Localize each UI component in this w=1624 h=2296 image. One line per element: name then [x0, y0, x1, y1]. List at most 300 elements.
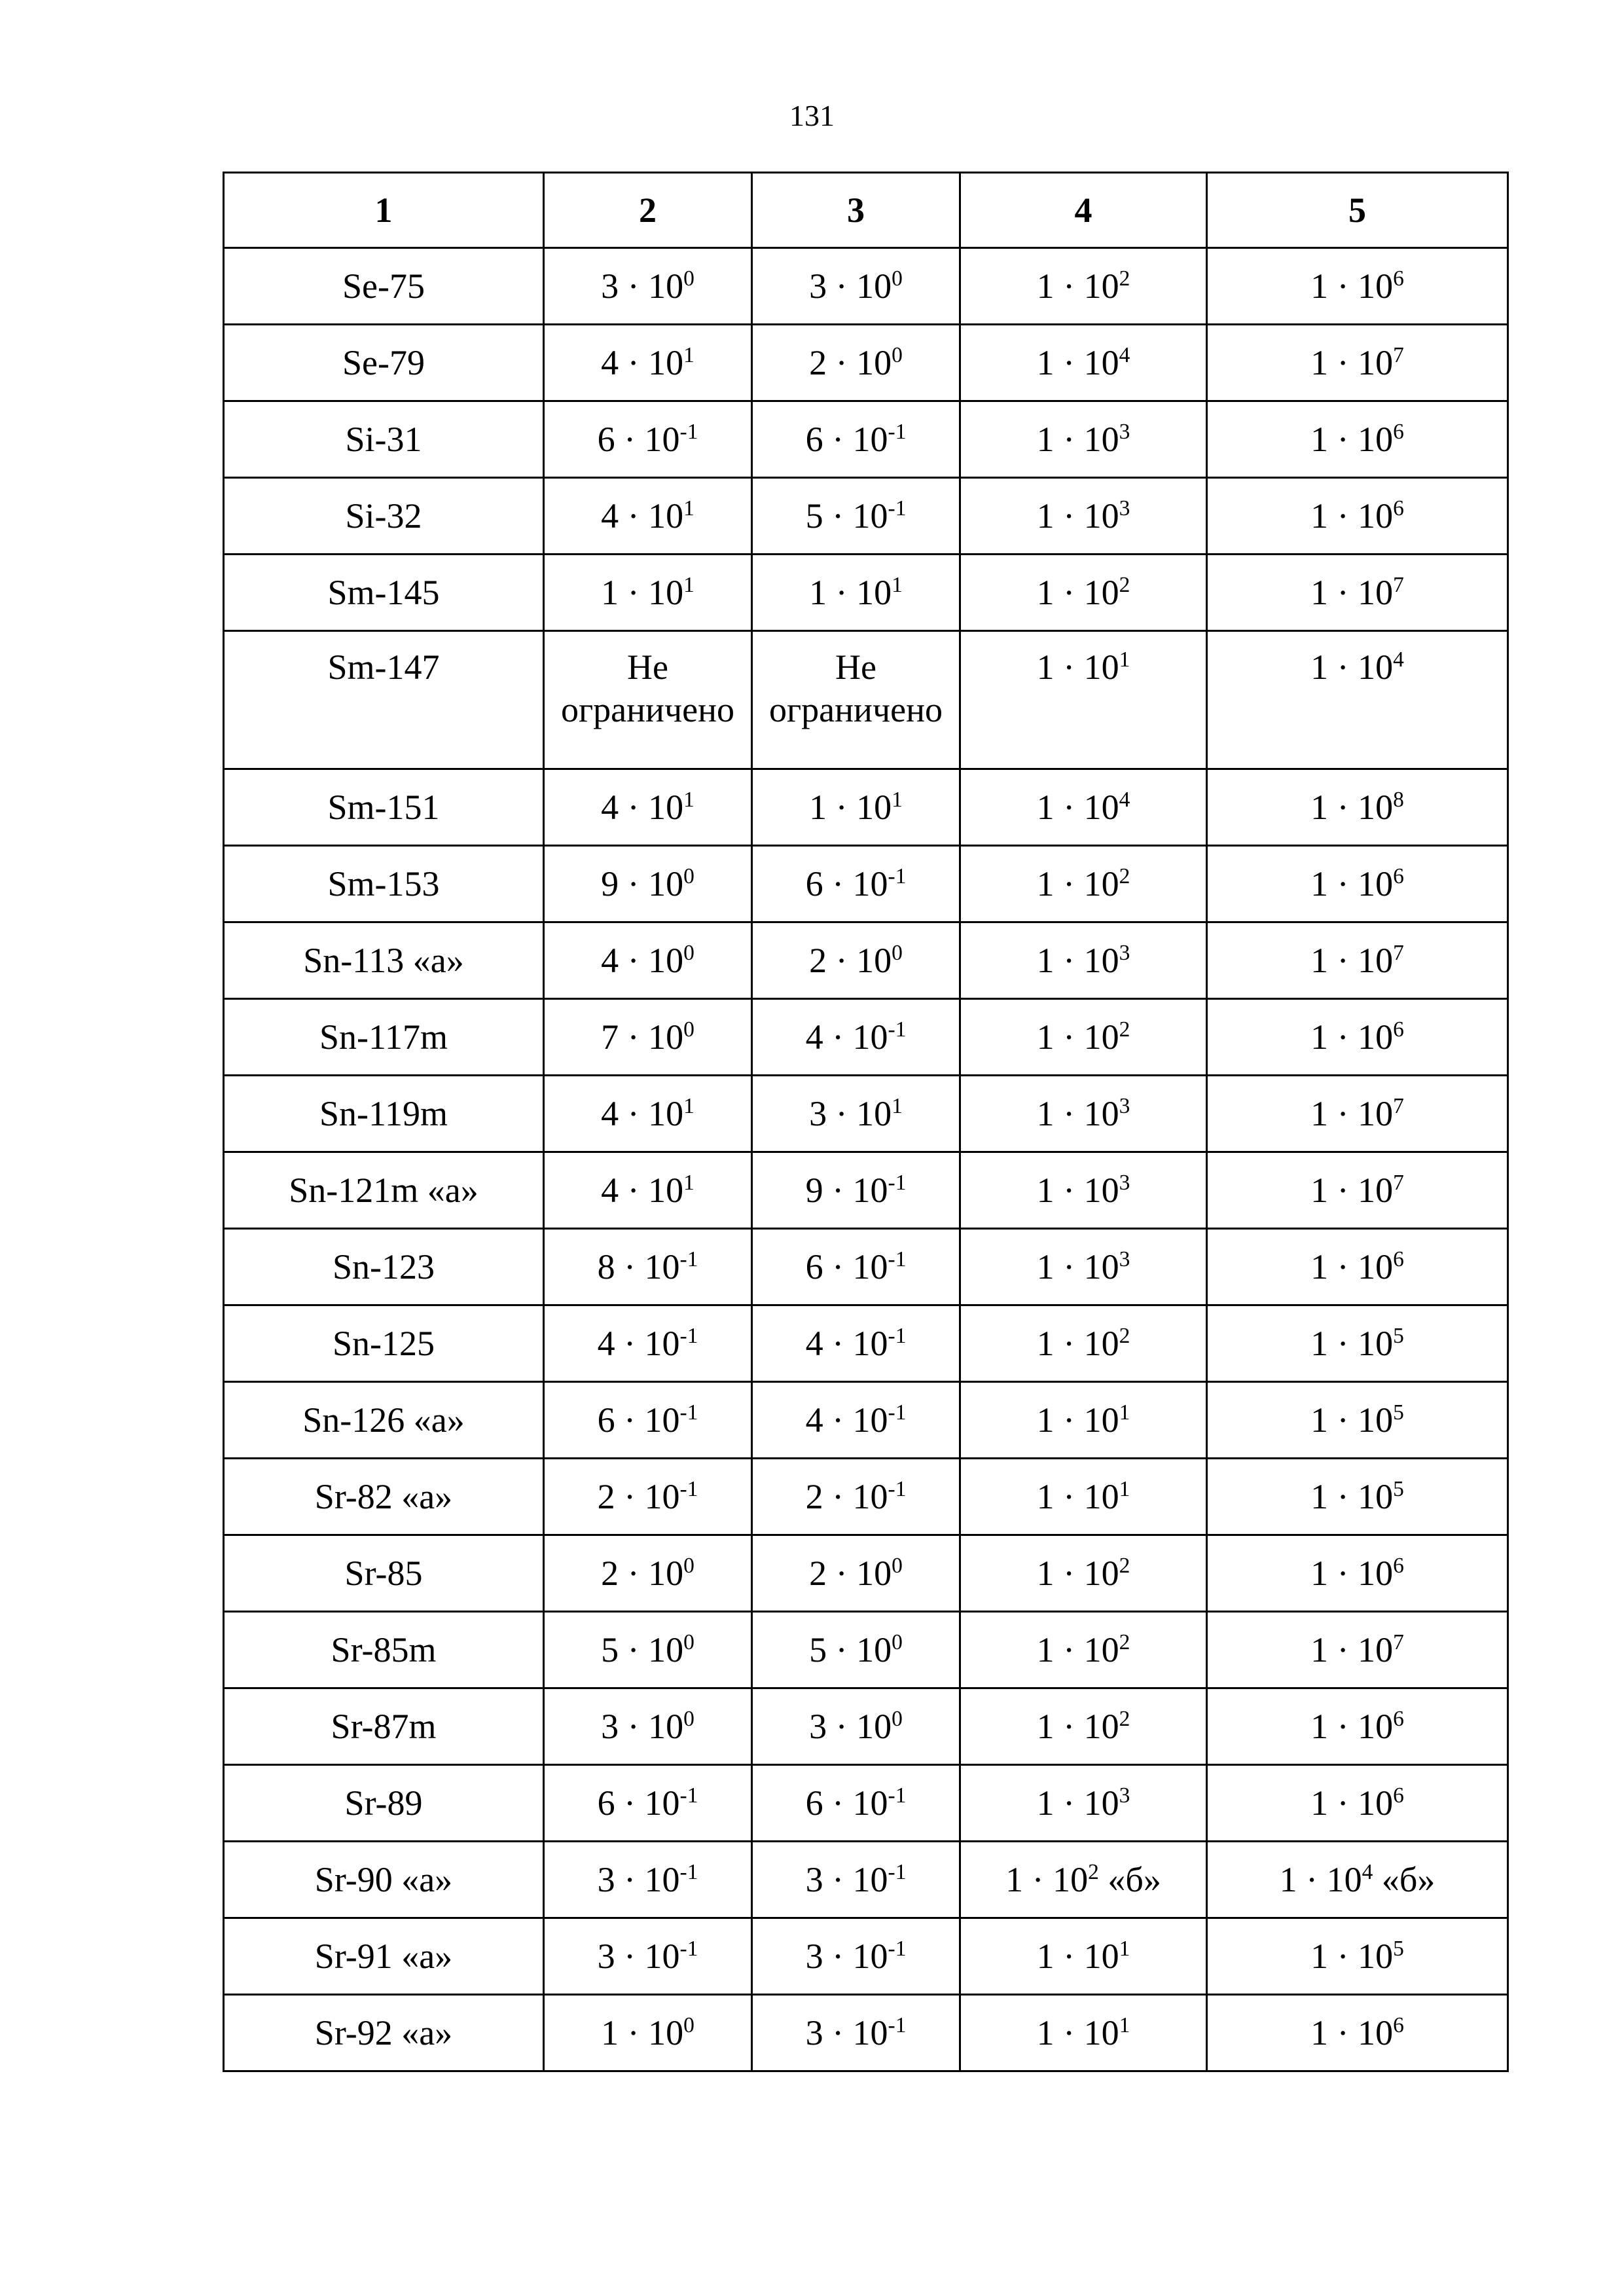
mantissa: 6	[805, 864, 823, 903]
exponent: -1	[679, 1936, 698, 1961]
table-row	[224, 769, 1508, 846]
nuclide-cell: Sm-147	[224, 631, 544, 769]
value-cell-c5: $1 \cdot 10^6$	[1207, 1535, 1508, 1612]
exponent: 4	[1119, 787, 1130, 812]
mantissa: 6	[597, 419, 615, 459]
exponent: -1	[888, 1476, 907, 1501]
exponent: 8	[1393, 787, 1404, 812]
exponent: 7	[1393, 1170, 1404, 1195]
exponent: -1	[679, 1247, 698, 1271]
value-cell-c4: $1 \cdot 10^2$	[960, 1688, 1207, 1765]
table-row	[224, 248, 1508, 325]
exponent: -1	[888, 1170, 907, 1195]
exponent: 6	[1393, 1247, 1404, 1271]
exponent: -1	[679, 1323, 698, 1348]
exponent: 0	[683, 2013, 695, 2037]
exponent: 2	[1119, 266, 1130, 291]
value-cell-c5: $1 \cdot 10^5$	[1207, 1918, 1508, 1995]
exponent: 2	[1119, 1017, 1130, 1042]
value-cell-c5: $1 \cdot 10^7$	[1207, 1152, 1508, 1229]
mantissa: 3	[601, 266, 619, 306]
value-cell-c5: $1 \cdot 10^5$	[1207, 1459, 1508, 1535]
exponent: 0	[683, 940, 695, 965]
nuclide-cell: Sn-117m	[224, 999, 544, 1076]
exponent: -1	[888, 1859, 907, 1884]
value-cell-c3: $1 \cdot 10^1$	[752, 555, 960, 631]
nuclide-cell: Se-75	[224, 248, 544, 325]
exponent: -1	[888, 1247, 907, 1271]
mantissa: 5	[809, 1630, 827, 1669]
value-cell-c5: $1 \cdot 10^8$	[1207, 769, 1508, 846]
value-cell-c2: $5 \cdot 10^0$	[544, 1612, 752, 1688]
exponent: 6	[1393, 419, 1404, 444]
value-cell-c3: $6 \cdot 10^{-1}$	[752, 1229, 960, 1305]
table-row	[224, 1535, 1508, 1612]
table-row	[224, 1459, 1508, 1535]
mantissa: 1	[1036, 1936, 1055, 1976]
header-col-3: 3	[752, 173, 960, 248]
exponent: 0	[892, 342, 903, 367]
mantissa: 1	[1036, 1093, 1055, 1133]
exponent: 3	[1119, 1170, 1130, 1195]
value-cell-c4: $1 \cdot 10^3$	[960, 1152, 1207, 1229]
exponent: 2	[1119, 1323, 1130, 1348]
value-cell-c5: $1 \cdot 10^7$	[1207, 1076, 1508, 1152]
value-cell-c2: $6 \cdot 10^{-1}$	[544, 1382, 752, 1459]
table-row	[224, 1305, 1508, 1382]
mantissa: 1	[1310, 1553, 1329, 1593]
exponent: 7	[1393, 1630, 1404, 1654]
mantissa: 2	[597, 1476, 615, 1516]
data-table	[223, 172, 1509, 2072]
page-number: 131	[789, 99, 835, 132]
mantissa: 3	[597, 1859, 615, 1899]
exponent: 4	[1393, 647, 1404, 672]
mantissa: 9	[601, 864, 619, 903]
mantissa: 2	[809, 342, 827, 382]
header-col-5: 5	[1207, 173, 1508, 248]
mantissa: 3	[805, 1859, 823, 1899]
mantissa: 1	[1036, 1017, 1055, 1057]
mantissa: 1	[1310, 1017, 1329, 1057]
exponent: 6	[1393, 864, 1404, 888]
header-col-1: 1	[224, 173, 544, 248]
value-cell-c4: $1 \cdot 10^2$	[960, 555, 1207, 631]
value-cell-c5: $1 \cdot 10^6$	[1207, 1765, 1508, 1842]
table-row	[224, 1995, 1508, 2071]
exponent: 7	[1393, 572, 1404, 597]
exponent: 0	[892, 266, 903, 291]
mantissa: 1	[1036, 419, 1055, 459]
exponent: 0	[892, 1706, 903, 1731]
exponent: 1	[683, 496, 695, 520]
value-cell-c2: $3 \cdot 10^0$	[544, 1688, 752, 1765]
exponent: 5	[1393, 1400, 1404, 1425]
mantissa: 6	[805, 419, 823, 459]
value-cell-c4: $1 \cdot 10^2$	[960, 1305, 1207, 1382]
mantissa: 1	[1036, 1247, 1055, 1286]
exponent: -1	[888, 1400, 907, 1425]
mantissa: 1	[601, 572, 619, 612]
mantissa: 1	[1036, 572, 1055, 612]
table-row	[224, 1918, 1508, 1995]
mantissa: 4	[601, 1093, 619, 1133]
value-cell-c5: $1 \cdot 10^6$	[1207, 1995, 1508, 2071]
exponent: 0	[683, 1017, 695, 1042]
mantissa: 1	[1310, 419, 1329, 459]
value-cell-c4: $1 \cdot 10^3$	[960, 1229, 1207, 1305]
suffix-note: «б»	[1108, 1859, 1161, 1899]
exponent: -1	[888, 864, 907, 888]
value-cell-c3: $6 \cdot 10^{-1}$	[752, 401, 960, 478]
value-cell-c4: $1 \cdot 10^1$	[960, 1918, 1207, 1995]
exponent: 2	[1119, 1630, 1130, 1654]
value-cell-c3: $2 \cdot 10^0$	[752, 1535, 960, 1612]
mantissa: 1	[1310, 1630, 1329, 1669]
value-cell-c2: $7 \cdot 10^0$	[544, 999, 752, 1076]
value-cell-c3: $3 \cdot 10^{-1}$	[752, 1995, 960, 2071]
exponent: -1	[888, 1323, 907, 1348]
value-cell-c3: $6 \cdot 10^{-1}$	[752, 1765, 960, 1842]
mantissa: 1	[1310, 1706, 1329, 1746]
table-row	[224, 1688, 1508, 1765]
mantissa: 1	[1310, 1170, 1329, 1210]
value-cell-c4: $1 \cdot 10^3$	[960, 478, 1207, 555]
mantissa: 1	[1036, 1553, 1055, 1593]
header-col-2: 2	[544, 173, 752, 248]
exponent: 7	[1393, 940, 1404, 965]
nuclide-cell: Sm-151	[224, 769, 544, 846]
mantissa: 1	[1279, 1859, 1297, 1899]
exponent: 7	[1393, 1093, 1404, 1118]
exponent: -1	[888, 1783, 907, 1808]
exponent: 6	[1393, 496, 1404, 520]
value-cell-c3: $3 \cdot 10^{-1}$	[752, 1918, 960, 1995]
nuclide-cell: Sr-85m	[224, 1612, 544, 1688]
exponent: 1	[683, 342, 695, 367]
exponent: 3	[1119, 940, 1130, 965]
mantissa: 1	[1310, 342, 1329, 382]
value-cell-c3: $2 \cdot 10^0$	[752, 922, 960, 999]
value-cell-c5: $1 \cdot 10^6$	[1207, 401, 1508, 478]
exponent: 1	[1119, 1936, 1130, 1961]
exponent: 3	[1119, 496, 1130, 520]
value-cell-c4: $1 \cdot 10^4$	[960, 325, 1207, 401]
header-col-4: 4	[960, 173, 1207, 248]
table-row	[224, 401, 1508, 478]
mantissa: 6	[597, 1783, 615, 1823]
exponent: 4	[1119, 342, 1130, 367]
nuclide-cell: Sr-87m	[224, 1688, 544, 1765]
mantissa: 2	[809, 1553, 827, 1593]
nuclide-cell: Sr-92 «a»	[224, 1995, 544, 2071]
exponent: 6	[1393, 2013, 1404, 2037]
mantissa: 3	[809, 1706, 827, 1746]
nuclide-cell: Sn-113 «a»	[224, 922, 544, 999]
exponent: 0	[892, 1630, 903, 1654]
exponent: 6	[1393, 1706, 1404, 1731]
value-cell-c4: $1 \cdot 10^3$	[960, 1765, 1207, 1842]
table-row	[224, 631, 1508, 769]
value-cell-c5: $1 \cdot 10^7$	[1207, 922, 1508, 999]
mantissa: 6	[805, 1783, 823, 1823]
exponent: -1	[679, 1783, 698, 1808]
value-cell-c5: $1 \cdot 10^7$	[1207, 555, 1508, 631]
mantissa: 1	[1310, 266, 1329, 306]
mantissa: 4	[601, 940, 619, 980]
exponent: 6	[1393, 1553, 1404, 1578]
mantissa: 4	[805, 1323, 823, 1363]
exponent: 0	[683, 864, 695, 888]
exponent: -1	[679, 419, 698, 444]
mantissa: 1	[1036, 2013, 1055, 2052]
nuclide-cell: Si-32	[224, 478, 544, 555]
exponent: 1	[892, 787, 903, 812]
value-cell-c3: $3 \cdot 10^1$	[752, 1076, 960, 1152]
mantissa: 1	[1036, 864, 1055, 903]
mantissa: 1	[1310, 1323, 1329, 1363]
mantissa: 3	[809, 1093, 827, 1133]
value-cell-c4: $1 \cdot 10^1$	[960, 1995, 1207, 2071]
table-row	[224, 1765, 1508, 1842]
exponent: 1	[1119, 2013, 1130, 2037]
mantissa: 4	[601, 342, 619, 382]
mantissa: 3	[597, 1936, 615, 1976]
exponent: 2	[1119, 1553, 1130, 1578]
mantissa: 1	[1036, 1323, 1055, 1363]
text-value: Не ограничено	[561, 647, 734, 729]
mantissa: 8	[597, 1247, 615, 1286]
value-cell-c4: $1 \cdot 10^3$	[960, 922, 1207, 999]
value-cell-c5: $1 \cdot 10^6$	[1207, 999, 1508, 1076]
value-cell-c3: $2 \cdot 10^{-1}$	[752, 1459, 960, 1535]
mantissa: 2	[601, 1553, 619, 1593]
mantissa: 1	[1310, 1783, 1329, 1823]
mantissa: 1	[1036, 1170, 1055, 1210]
value-cell-c2: $3 \cdot 10^{-1}$	[544, 1918, 752, 1995]
exponent: -1	[888, 1017, 907, 1042]
exponent: 2	[1119, 1706, 1130, 1731]
value-cell-c3: $3 \cdot 10^{-1}$	[752, 1842, 960, 1918]
value-cell-c3: $5 \cdot 10^{-1}$	[752, 478, 960, 555]
value-cell-c5: $1 \cdot 10^6$	[1207, 846, 1508, 922]
value-cell-c3: $3 \cdot 10^0$	[752, 248, 960, 325]
value-cell-c2: $3 \cdot 10^{-1}$	[544, 1842, 752, 1918]
value-cell-c4: $1 \cdot 10^2$	[960, 1612, 1207, 1688]
exponent: 1	[1119, 1476, 1130, 1501]
nuclide-cell: Se-79	[224, 325, 544, 401]
exponent: -1	[888, 496, 907, 520]
nuclide-cell: Sn-125	[224, 1305, 544, 1382]
exponent: 1	[683, 1170, 695, 1195]
value-cell-c2: $1 \cdot 10^0$	[544, 1995, 752, 2071]
mantissa: 7	[601, 1017, 619, 1057]
mantissa: 1	[1310, 1936, 1329, 1976]
table-row	[224, 478, 1508, 555]
exponent: 3	[1119, 1783, 1130, 1808]
value-cell-c4: $1 \cdot 10^2$ «б»	[960, 1842, 1207, 1918]
mantissa: 4	[601, 787, 619, 827]
mantissa: 1	[1310, 1247, 1329, 1286]
nuclide-cell: Sr-90 «a»	[224, 1842, 544, 1918]
mantissa: 1	[1005, 1859, 1024, 1899]
exponent: -1	[679, 1859, 698, 1884]
exponent: 5	[1393, 1323, 1404, 1348]
table-row	[224, 1076, 1508, 1152]
value-cell-c3	[752, 631, 960, 769]
mantissa: 4	[805, 1400, 823, 1440]
value-cell-c2: $9 \cdot 10^0$	[544, 846, 752, 922]
exponent: 0	[683, 266, 695, 291]
value-cell-c4: $1 \cdot 10^3$	[960, 1076, 1207, 1152]
mantissa: 1	[1036, 342, 1055, 382]
value-cell-c4: $1 \cdot 10^3$	[960, 401, 1207, 478]
table-row	[224, 555, 1508, 631]
value-cell-c5: $1 \cdot 10^5$	[1207, 1305, 1508, 1382]
exponent: 1	[892, 1093, 903, 1118]
mantissa: 6	[805, 1247, 823, 1286]
mantissa: 1	[1036, 1783, 1055, 1823]
table-row	[224, 846, 1508, 922]
value-cell-c2: $2 \cdot 10^{-1}$	[544, 1459, 752, 1535]
mantissa: 3	[805, 1936, 823, 1976]
exponent: 7	[1393, 342, 1404, 367]
table-row	[224, 1382, 1508, 1459]
exponent: -1	[679, 1400, 698, 1425]
mantissa: 1	[1310, 787, 1329, 827]
value-cell-c2: $6 \cdot 10^{-1}$	[544, 1765, 752, 1842]
table-row	[224, 1229, 1508, 1305]
exponent: 1	[892, 572, 903, 597]
value-cell-c2: $3 \cdot 10^0$	[544, 248, 752, 325]
nuclide-cell: Sr-91 «a»	[224, 1918, 544, 1995]
mantissa: 1	[1310, 940, 1329, 980]
mantissa: 1	[1036, 1400, 1055, 1440]
exponent: 1	[683, 1093, 695, 1118]
value-cell-c3: $4 \cdot 10^{-1}$	[752, 999, 960, 1076]
mantissa: 1	[1310, 1400, 1329, 1440]
mantissa: 1	[1036, 647, 1055, 687]
table-body	[224, 248, 1508, 2071]
mantissa: 1	[1036, 496, 1055, 536]
exponent: 2	[1119, 572, 1130, 597]
exponent: 5	[1393, 1476, 1404, 1501]
exponent: -1	[679, 1476, 698, 1501]
mantissa: 5	[805, 496, 823, 536]
text-value: Не ограничено	[769, 647, 943, 729]
header-row	[224, 173, 1508, 248]
nuclide-cell: Sr-85	[224, 1535, 544, 1612]
value-cell-c5: $1 \cdot 10^7$	[1207, 325, 1508, 401]
value-cell-c4: $1 \cdot 10^2$	[960, 248, 1207, 325]
mantissa: 1	[809, 787, 827, 827]
exponent: 0	[683, 1553, 695, 1578]
nuclide-cell: Sn-121m «a»	[224, 1152, 544, 1229]
mantissa: 1	[1310, 864, 1329, 903]
nuclide-cell: Sn-119m	[224, 1076, 544, 1152]
mantissa: 4	[597, 1323, 615, 1363]
mantissa: 1	[1036, 1476, 1055, 1516]
exponent: 1	[1119, 1400, 1130, 1425]
nuclide-cell: Sn-123	[224, 1229, 544, 1305]
mantissa: 4	[805, 1017, 823, 1057]
value-cell-c2: $4 \cdot 10^1$	[544, 1152, 752, 1229]
value-cell-c5: $1 \cdot 10^4$	[1207, 631, 1508, 769]
nuclide-cell: Sm-145	[224, 555, 544, 631]
exponent: 0	[683, 1706, 695, 1731]
mantissa: 3	[809, 266, 827, 306]
mantissa: 1	[601, 2013, 619, 2052]
value-cell-c4: $1 \cdot 10^1$	[960, 631, 1207, 769]
exponent: 0	[892, 1553, 903, 1578]
value-cell-c3: $9 \cdot 10^{-1}$	[752, 1152, 960, 1229]
exponent: 1	[683, 572, 695, 597]
value-cell-c2: $4 \cdot 10^1$	[544, 769, 752, 846]
value-cell-c3: $2 \cdot 10^0$	[752, 325, 960, 401]
mantissa: 1	[1036, 1630, 1055, 1669]
nuclide-cell: Sm-153	[224, 846, 544, 922]
mantissa: 3	[805, 2013, 823, 2052]
value-cell-c4: $1 \cdot 10^2$	[960, 846, 1207, 922]
value-cell-c5: $1 \cdot 10^6$	[1207, 248, 1508, 325]
value-cell-c2: $4 \cdot 10^1$	[544, 325, 752, 401]
exponent: 2	[1119, 864, 1130, 888]
value-cell-c4: $1 \cdot 10^2$	[960, 999, 1207, 1076]
value-cell-c3: $3 \cdot 10^0$	[752, 1688, 960, 1765]
value-cell-c2: $2 \cdot 10^0$	[544, 1535, 752, 1612]
value-cell-c2: $4 \cdot 10^{-1}$	[544, 1305, 752, 1382]
value-cell-c2: $8 \cdot 10^{-1}$	[544, 1229, 752, 1305]
exponent: 3	[1119, 1247, 1130, 1271]
exponent: 4	[1362, 1859, 1373, 1884]
value-cell-c5: $1 \cdot 10^4$ «б»	[1207, 1842, 1508, 1918]
exponent: 6	[1393, 266, 1404, 291]
mantissa: 1	[1310, 572, 1329, 612]
value-cell-c3: $6 \cdot 10^{-1}$	[752, 846, 960, 922]
table-row	[224, 1152, 1508, 1229]
mantissa: 5	[601, 1630, 619, 1669]
mantissa: 6	[597, 1400, 615, 1440]
exponent: 1	[1119, 647, 1130, 672]
mantissa: 1	[1036, 266, 1055, 306]
exponent: 2	[1088, 1859, 1099, 1884]
exponent: 3	[1119, 419, 1130, 444]
value-cell-c3: $4 \cdot 10^{-1}$	[752, 1382, 960, 1459]
value-cell-c4: $1 \cdot 10^2$	[960, 1535, 1207, 1612]
mantissa: 2	[809, 940, 827, 980]
nuclide-cell: Sr-89	[224, 1765, 544, 1842]
mantissa: 1	[809, 572, 827, 612]
mantissa: 1	[1310, 647, 1329, 687]
mantissa: 1	[1310, 1476, 1329, 1516]
mantissa: 4	[601, 496, 619, 536]
table-row	[224, 1612, 1508, 1688]
table-row	[224, 1842, 1508, 1918]
value-cell-c4: $1 \cdot 10^1$	[960, 1459, 1207, 1535]
table-row	[224, 922, 1508, 999]
exponent: -1	[888, 419, 907, 444]
exponent: 5	[1393, 1936, 1404, 1961]
value-cell-c3: $5 \cdot 10^0$	[752, 1612, 960, 1688]
value-cell-c2: $4 \cdot 10^1$	[544, 1076, 752, 1152]
nuclide-cell: Si-31	[224, 401, 544, 478]
exponent: -1	[888, 2013, 907, 2037]
value-cell-c5: $1 \cdot 10^6$	[1207, 1229, 1508, 1305]
mantissa: 4	[601, 1170, 619, 1210]
exponent: 3	[1119, 1093, 1130, 1118]
mantissa: 1	[1036, 940, 1055, 980]
value-cell-c4: $1 \cdot 10^1$	[960, 1382, 1207, 1459]
